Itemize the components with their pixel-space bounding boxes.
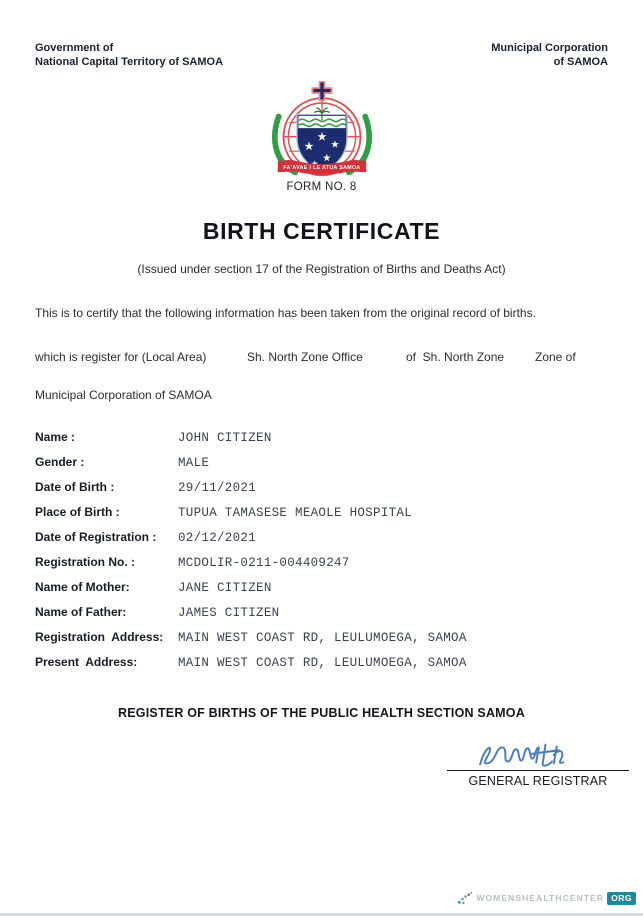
field-value: MALE — [178, 456, 210, 470]
field-row — [35, 655, 613, 680]
document-header — [35, 42, 608, 70]
field-label: Gender : — [35, 455, 85, 469]
register-area-line — [35, 350, 613, 366]
zone-of-label: Zone of — [535, 350, 576, 364]
brand-org-badge: ORG — [607, 892, 636, 905]
brand-name: WOMENSHEALTHCENTER — [476, 893, 605, 903]
register-line-prefix: which is register for (Local Area) — [35, 350, 207, 364]
zone-office-value: Sh. North Zone Office — [247, 350, 363, 364]
field-label: Date of Registration : — [35, 530, 157, 544]
signature-block — [447, 740, 629, 788]
registrar-signature — [472, 740, 604, 768]
field-row — [35, 430, 613, 455]
field-row — [35, 505, 613, 530]
signature-line — [447, 770, 629, 771]
field-row — [35, 455, 613, 480]
field-row — [35, 480, 613, 505]
motto-text: FA'AVAE I LE ATUA SAMOA — [282, 165, 361, 172]
field-row — [35, 555, 613, 580]
form-number: FORM NO. 8 — [286, 181, 357, 193]
field-value: TUPUA TAMASESE MEAOLE HOSPITAL — [178, 506, 413, 520]
field-row — [35, 605, 613, 630]
header-left — [35, 42, 223, 70]
certify-statement: This is to certify that the following information has been taken from the original record of births. — [35, 306, 536, 320]
field-row — [35, 530, 613, 555]
register-of-births-heading: REGISTER OF BIRTHS OF THE PUBLIC HEALTH SECTION SAMOA — [118, 706, 525, 720]
field-label: Name of Father: — [35, 605, 127, 619]
header-right — [491, 42, 608, 70]
footer-brand — [457, 891, 636, 905]
field-value: MCDOLIR-0211-004409247 — [178, 556, 350, 570]
fields-list — [35, 430, 613, 680]
header-left-line2: National Capital Territory of SAMOA — [35, 55, 224, 68]
field-label: Present Address: — [35, 655, 138, 669]
brand-dots-icon — [457, 891, 473, 905]
coat-of-arms-icon — [264, 80, 380, 180]
corporation-line: Municipal Corporation of SAMOA — [35, 388, 212, 402]
field-row — [35, 580, 613, 605]
field-row — [35, 630, 613, 655]
header-right-line2: of SAMOA — [553, 55, 608, 68]
field-value: MAIN WEST COAST RD, LEULUMOEGA, SAMOA — [178, 656, 467, 670]
header-right-line1: Municipal Corporation — [491, 42, 608, 54]
registrar-title: GENERAL REGISTRAR — [468, 774, 608, 788]
header-left-line1: Government of — [35, 42, 114, 54]
field-value: 02/12/2021 — [178, 531, 257, 545]
field-value: JAMES CITIZEN — [178, 606, 280, 620]
field-value: JOHN CITIZEN — [178, 431, 272, 445]
field-label: Place of Birth : — [35, 505, 120, 519]
field-label: Name : — [35, 430, 76, 444]
field-label: Name of Mother: — [35, 580, 130, 594]
field-label: Date of Birth : — [35, 480, 115, 494]
page-title: BIRTH CERTIFICATE — [202, 218, 441, 244]
field-value: 29/11/2021 — [178, 481, 257, 495]
field-label: Registration Address: — [35, 630, 164, 644]
field-label: Registration No. : — [35, 555, 136, 569]
field-value: MAIN WEST COAST RD, LEULUMOEGA, SAMOA — [178, 631, 467, 645]
field-value: JANE CITIZEN — [178, 581, 272, 595]
zone-value: of Sh. North Zone — [406, 350, 505, 364]
samoa-coat-of-arms — [0, 80, 643, 185]
title-subtext: (Issued under section 17 of the Registration of Births and Deaths Act) — [137, 262, 506, 276]
